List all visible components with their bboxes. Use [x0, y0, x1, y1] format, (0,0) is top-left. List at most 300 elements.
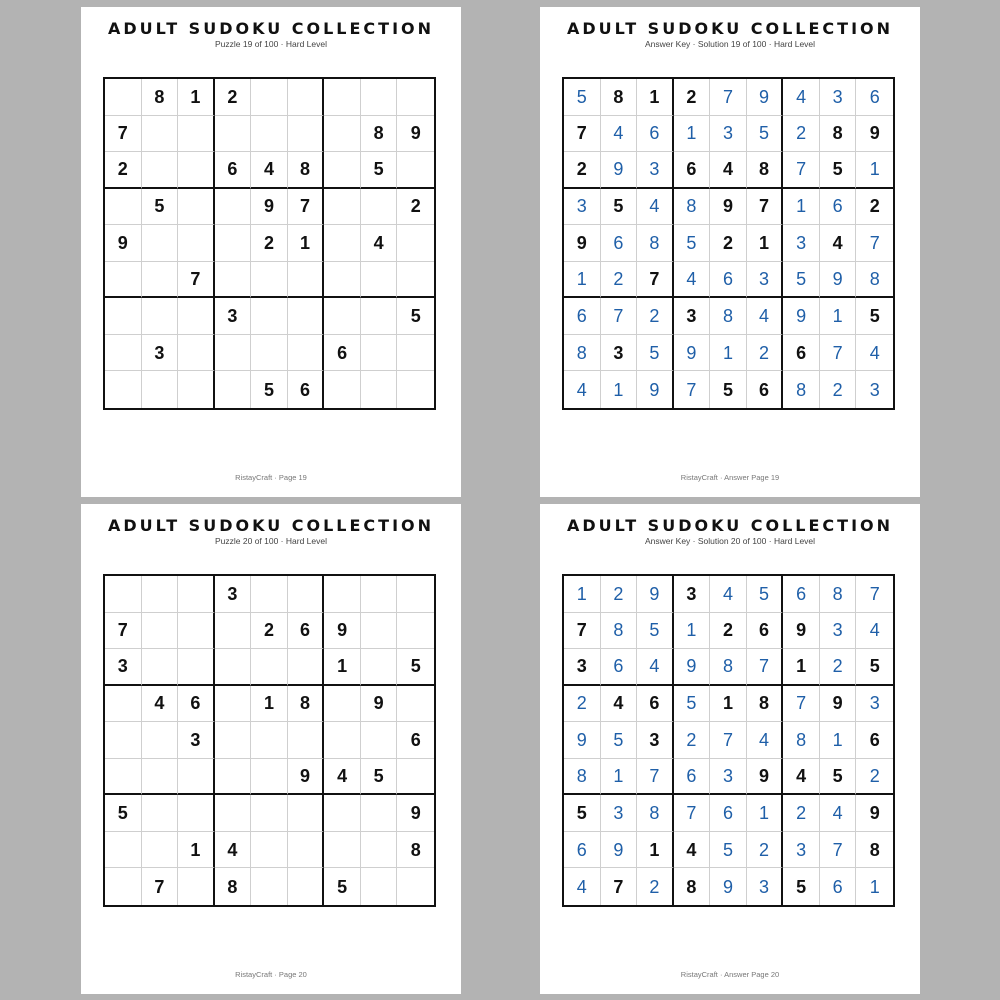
- sudoku-cell: 4: [142, 686, 179, 723]
- sudoku-cell: 9: [820, 262, 857, 299]
- sudoku-cell: 6: [783, 576, 820, 613]
- page-footer: RistayCraft · Page 20: [235, 970, 307, 979]
- sudoku-cell: 6: [564, 832, 601, 869]
- sudoku-cell: 3: [105, 649, 142, 686]
- sudoku-cell: [251, 759, 288, 796]
- sudoku-cell: [361, 613, 398, 650]
- sudoku-cell: [251, 298, 288, 335]
- sudoku-cell: 7: [856, 225, 893, 262]
- sudoku-cell: [215, 262, 252, 299]
- sudoku-cell: 5: [710, 371, 747, 408]
- sudoku-cell: 8: [710, 649, 747, 686]
- sudoku-cell: [215, 759, 252, 796]
- sudoku-cell: 4: [361, 225, 398, 262]
- sudoku-cell: [178, 298, 215, 335]
- sudoku-cell: [178, 335, 215, 372]
- sudoku-cell: [251, 722, 288, 759]
- sudoku-cell: [361, 189, 398, 226]
- sudoku-cell: [178, 371, 215, 408]
- sudoku-cell: [397, 152, 434, 189]
- sudoku-cell: 5: [783, 868, 820, 905]
- sudoku-cell: 3: [783, 225, 820, 262]
- sudoku-cell: [142, 722, 179, 759]
- sudoku-cell: [324, 795, 361, 832]
- sudoku-cell: 5: [564, 795, 601, 832]
- sudoku-cell: 1: [288, 225, 325, 262]
- sudoku-cell: 5: [637, 613, 674, 650]
- sudoku-cell: [288, 262, 325, 299]
- sudoku-cell: 3: [747, 868, 784, 905]
- sudoku-cell: 6: [288, 613, 325, 650]
- sudoku-cell: 3: [564, 189, 601, 226]
- sudoku-cell: [397, 759, 434, 796]
- sudoku-cell: 1: [601, 759, 638, 796]
- sudoku-cell: 6: [288, 371, 325, 408]
- sudoku-cell: [324, 722, 361, 759]
- sudoku-cell: 5: [397, 298, 434, 335]
- sudoku-cell: 8: [820, 116, 857, 153]
- sudoku-cell: 5: [601, 189, 638, 226]
- sudoku-cell: 6: [215, 152, 252, 189]
- sudoku-cell: 2: [783, 116, 820, 153]
- sudoku-cell: [251, 795, 288, 832]
- sudoku-cell: 4: [856, 335, 893, 372]
- sudoku-cell: [397, 262, 434, 299]
- sudoku-cell: 3: [637, 722, 674, 759]
- sudoku-cell: 4: [564, 371, 601, 408]
- sudoku-cell: 6: [324, 335, 361, 372]
- sudoku-cell: 8: [783, 371, 820, 408]
- sudoku-cell: [105, 262, 142, 299]
- sudoku-cell: 9: [856, 795, 893, 832]
- sudoku-cell: [288, 868, 325, 905]
- sudoku-cell: 6: [674, 152, 711, 189]
- sudoku-cell: 4: [215, 832, 252, 869]
- sudoku-cell: [215, 613, 252, 650]
- sudoku-cell: 1: [710, 686, 747, 723]
- sudoku-cell: [288, 576, 325, 613]
- sudoku-cell: 1: [564, 262, 601, 299]
- sudoku-cell: 6: [601, 225, 638, 262]
- sudoku-cell: [288, 795, 325, 832]
- sudoku-cell: 5: [710, 832, 747, 869]
- sudoku-cell: [142, 371, 179, 408]
- sudoku-cell: 4: [674, 262, 711, 299]
- sudoku-cell: 5: [674, 686, 711, 723]
- sudoku-cell: 3: [710, 116, 747, 153]
- sudoku-cell: [105, 298, 142, 335]
- sudoku-cell: [178, 613, 215, 650]
- sudoku-cell: 1: [747, 795, 784, 832]
- sudoku-cell: 1: [783, 649, 820, 686]
- sudoku-cell: [178, 649, 215, 686]
- sudoku-cell: [324, 576, 361, 613]
- sudoku-cell: 8: [637, 795, 674, 832]
- sudoku-cell: 8: [142, 79, 179, 116]
- sudoku-cell: 5: [637, 335, 674, 372]
- sudoku-cell: 9: [747, 759, 784, 796]
- sudoku-cell: [361, 832, 398, 869]
- sudoku-cell: 2: [820, 371, 857, 408]
- sudoku-cell: 3: [820, 613, 857, 650]
- sudoku-cell: [324, 371, 361, 408]
- sudoku-cell: 7: [178, 262, 215, 299]
- sudoku-cell: [178, 116, 215, 153]
- sudoku-cell: 7: [564, 116, 601, 153]
- sudoku-cell: 5: [820, 152, 857, 189]
- sudoku-cell: 5: [397, 649, 434, 686]
- sudoku-cell: 5: [674, 225, 711, 262]
- sudoku-cell: 6: [747, 613, 784, 650]
- sudoku-cell: 2: [674, 79, 711, 116]
- sudoku-cell: 2: [747, 832, 784, 869]
- sudoku-cell: 8: [601, 79, 638, 116]
- sudoku-cell: 6: [564, 298, 601, 335]
- sudoku-cell: [288, 298, 325, 335]
- sudoku-cell: [105, 868, 142, 905]
- sudoku-cell: [397, 868, 434, 905]
- sudoku-cell: 4: [783, 759, 820, 796]
- page-title: ADULT SUDOKU COLLECTION: [107, 19, 435, 38]
- sudoku-cell: [105, 335, 142, 372]
- sudoku-cell: [288, 116, 325, 153]
- sudoku-cell: 9: [674, 649, 711, 686]
- sudoku-cell: [251, 832, 288, 869]
- answer-page-19: [540, 7, 920, 497]
- sudoku-cell: 2: [251, 613, 288, 650]
- sudoku-cell: [215, 335, 252, 372]
- sudoku-cell: 5: [361, 759, 398, 796]
- sudoku-cell: 7: [674, 371, 711, 408]
- sudoku-cell: [105, 576, 142, 613]
- sudoku-cell: [361, 649, 398, 686]
- sudoku-cell: 1: [251, 686, 288, 723]
- sudoku-cell: 3: [856, 686, 893, 723]
- sudoku-cell: 5: [361, 152, 398, 189]
- sudoku-cell: 8: [674, 189, 711, 226]
- sudoku-cell: 4: [820, 795, 857, 832]
- answer-page-20: [540, 504, 920, 994]
- sudoku-cell: 4: [251, 152, 288, 189]
- sudoku-cell: [178, 759, 215, 796]
- sudoku-cell: [142, 649, 179, 686]
- sudoku-cell: 9: [674, 335, 711, 372]
- sudoku-cell: [178, 795, 215, 832]
- sudoku-cell: 5: [783, 262, 820, 299]
- sudoku-cell: 1: [324, 649, 361, 686]
- sudoku-cell: [251, 649, 288, 686]
- sudoku-cell: [397, 576, 434, 613]
- sudoku-cell: 9: [747, 79, 784, 116]
- sudoku-cell: 1: [674, 613, 711, 650]
- sudoku-cell: 7: [820, 832, 857, 869]
- sudoku-cell: 7: [105, 116, 142, 153]
- sudoku-cell: 4: [674, 832, 711, 869]
- page-footer: RistayCraft · Page 19: [235, 473, 307, 482]
- sudoku-cell: 2: [856, 759, 893, 796]
- sudoku-cell: 9: [397, 116, 434, 153]
- sudoku-cell: 4: [747, 298, 784, 335]
- sudoku-cell: [105, 686, 142, 723]
- sudoku-cell: 9: [856, 116, 893, 153]
- sudoku-cell: 6: [397, 722, 434, 759]
- sudoku-cell: 9: [251, 189, 288, 226]
- sudoku-cell: 6: [820, 868, 857, 905]
- sudoku-cell: 1: [674, 116, 711, 153]
- page-subtitle: Puzzle 20 of 100 · Hard Level: [215, 536, 327, 546]
- puzzle-page-19: [81, 7, 461, 497]
- sudoku-cell: [251, 262, 288, 299]
- sudoku-cell: 3: [215, 298, 252, 335]
- sudoku-cell: 8: [288, 152, 325, 189]
- sudoku-cell: [288, 722, 325, 759]
- sudoku-cell: 2: [601, 576, 638, 613]
- sudoku-cell: [178, 576, 215, 613]
- sudoku-cell: 9: [105, 225, 142, 262]
- sudoku-cell: [251, 79, 288, 116]
- page-subtitle: Answer Key · Solution 19 of 100 · Hard Level: [644, 39, 816, 49]
- sudoku-cell: 1: [820, 722, 857, 759]
- sudoku-cell: [215, 225, 252, 262]
- sudoku-cell: [142, 576, 179, 613]
- sudoku-cell: 3: [142, 335, 179, 372]
- sudoku-cell: 3: [710, 759, 747, 796]
- sudoku-cell: 4: [820, 225, 857, 262]
- sudoku-cell: [142, 298, 179, 335]
- sudoku-grid: [103, 574, 436, 907]
- sudoku-cell: 1: [637, 79, 674, 116]
- sudoku-cell: 5: [856, 649, 893, 686]
- sudoku-cell: 5: [820, 759, 857, 796]
- sudoku-cell: 3: [747, 262, 784, 299]
- sudoku-cell: [288, 335, 325, 372]
- sudoku-cell: [397, 79, 434, 116]
- sudoku-cell: 5: [601, 722, 638, 759]
- sudoku-cell: 5: [105, 795, 142, 832]
- sudoku-cell: 2: [215, 79, 252, 116]
- sudoku-cell: 1: [820, 298, 857, 335]
- sudoku-cell: 8: [361, 116, 398, 153]
- sudoku-cell: 8: [747, 152, 784, 189]
- sudoku-cell: [361, 795, 398, 832]
- sudoku-cell: [361, 722, 398, 759]
- sudoku-cell: 9: [637, 371, 674, 408]
- sudoku-cell: 4: [601, 116, 638, 153]
- sudoku-cell: [397, 371, 434, 408]
- sudoku-cell: 9: [710, 189, 747, 226]
- sudoku-cell: 1: [601, 371, 638, 408]
- sudoku-cell: 3: [674, 298, 711, 335]
- sudoku-cell: [215, 649, 252, 686]
- sudoku-cell: 2: [105, 152, 142, 189]
- sudoku-cell: 7: [710, 79, 747, 116]
- sudoku-cell: 7: [820, 335, 857, 372]
- sudoku-cell: [215, 371, 252, 408]
- sudoku-cell: [397, 335, 434, 372]
- sudoku-cell: 1: [564, 576, 601, 613]
- sudoku-cell: [142, 613, 179, 650]
- sudoku-cell: 3: [178, 722, 215, 759]
- sudoku-cell: 7: [637, 262, 674, 299]
- sudoku-cell: 5: [747, 576, 784, 613]
- sudoku-cell: 8: [783, 722, 820, 759]
- sudoku-cell: 7: [856, 576, 893, 613]
- sudoku-cell: 8: [601, 613, 638, 650]
- sudoku-cell: 4: [324, 759, 361, 796]
- sudoku-cell: 6: [710, 795, 747, 832]
- sudoku-cell: 8: [747, 686, 784, 723]
- sudoku-cell: [142, 152, 179, 189]
- sudoku-cell: [251, 868, 288, 905]
- sudoku-cell: [105, 759, 142, 796]
- sudoku-cell: 7: [710, 722, 747, 759]
- sudoku-cell: 5: [251, 371, 288, 408]
- sudoku-cell: [215, 795, 252, 832]
- sudoku-cell: 2: [783, 795, 820, 832]
- sudoku-grid: [562, 574, 895, 907]
- sudoku-cell: 9: [564, 225, 601, 262]
- sudoku-cell: [215, 722, 252, 759]
- sudoku-cell: [105, 79, 142, 116]
- sudoku-cell: 3: [601, 795, 638, 832]
- sudoku-cell: [215, 686, 252, 723]
- sudoku-cell: 6: [178, 686, 215, 723]
- sudoku-cell: [324, 189, 361, 226]
- sudoku-cell: 7: [747, 649, 784, 686]
- sudoku-cell: [178, 189, 215, 226]
- sudoku-cell: 1: [178, 832, 215, 869]
- sudoku-cell: [324, 225, 361, 262]
- sudoku-cell: 9: [710, 868, 747, 905]
- sudoku-cell: 4: [564, 868, 601, 905]
- sudoku-cell: 6: [637, 686, 674, 723]
- sudoku-cell: 3: [215, 576, 252, 613]
- sudoku-cell: 5: [747, 116, 784, 153]
- sudoku-cell: 2: [251, 225, 288, 262]
- sudoku-cell: [397, 613, 434, 650]
- sudoku-cell: 3: [869, 379, 880, 400]
- sudoku-cell: [361, 335, 398, 372]
- sudoku-cell: 7: [747, 189, 784, 226]
- sudoku-cell: 9: [820, 686, 857, 723]
- sudoku-cell: 2: [637, 298, 674, 335]
- sudoku-cell: [361, 298, 398, 335]
- sudoku-cell: 7: [783, 152, 820, 189]
- sudoku-cell: 6: [637, 116, 674, 153]
- sudoku-cell: 6: [783, 335, 820, 372]
- sudoku-grid: [103, 77, 436, 410]
- page-footer: RistayCraft · Answer Page 19: [680, 473, 780, 482]
- sudoku-cell: 1: [710, 335, 747, 372]
- sudoku-cell: [361, 868, 398, 905]
- sudoku-cell: 2: [820, 649, 857, 686]
- sudoku-cell: 6: [601, 649, 638, 686]
- sudoku-cell: 2: [856, 189, 893, 226]
- sudoku-cell: [324, 262, 361, 299]
- sudoku-cell: 7: [288, 189, 325, 226]
- sudoku-cell: 7: [637, 759, 674, 796]
- sudoku-cell: [142, 225, 179, 262]
- sudoku-cell: 8: [674, 868, 711, 905]
- sudoku-cell: 7: [601, 868, 638, 905]
- sudoku-cell: [251, 576, 288, 613]
- sudoku-cell: [324, 832, 361, 869]
- sudoku-cell: [288, 79, 325, 116]
- sudoku-cell: 8: [856, 262, 893, 299]
- sudoku-cell: 6: [710, 262, 747, 299]
- sudoku-cell: 2: [564, 686, 601, 723]
- sudoku-cell: 2: [564, 152, 601, 189]
- page-title: ADULT SUDOKU COLLECTION: [566, 19, 894, 38]
- sudoku-cell: [361, 79, 398, 116]
- sudoku-cell: 4: [637, 649, 674, 686]
- sudoku-cell: 5: [856, 298, 893, 335]
- sudoku-cell: 2: [747, 335, 784, 372]
- sudoku-cell: [105, 722, 142, 759]
- sudoku-cell: 8: [564, 759, 601, 796]
- sudoku-cell: [178, 152, 215, 189]
- sudoku-cell: [105, 371, 142, 408]
- page-title: ADULT SUDOKU COLLECTION: [566, 516, 894, 535]
- sudoku-cell: 7: [783, 686, 820, 723]
- sudoku-cell: [251, 116, 288, 153]
- sudoku-cell: [105, 832, 142, 869]
- sudoku-cell: 3: [637, 152, 674, 189]
- sudoku-cell: [288, 649, 325, 686]
- sudoku-cell: 3: [564, 649, 601, 686]
- sudoku-cell: 4: [710, 576, 747, 613]
- sudoku-cell: [324, 298, 361, 335]
- sudoku-cell: 3: [820, 79, 857, 116]
- sudoku-cell: 1: [747, 225, 784, 262]
- sudoku-cell: 2: [710, 613, 747, 650]
- sudoku-cell: 2: [601, 262, 638, 299]
- sudoku-cell: 3: [601, 335, 638, 372]
- sudoku-cell: 2: [397, 189, 434, 226]
- sudoku-cell: 9: [361, 686, 398, 723]
- sudoku-cell: 8: [564, 335, 601, 372]
- sudoku-cell: 6: [674, 759, 711, 796]
- sudoku-cell: 9: [564, 722, 601, 759]
- sudoku-cell: [215, 189, 252, 226]
- sudoku-cell: [324, 686, 361, 723]
- page-subtitle: Puzzle 19 of 100 · Hard Level: [215, 39, 327, 49]
- sudoku-cell: [288, 832, 325, 869]
- sudoku-cell: 1: [856, 152, 893, 189]
- sudoku-cell: 6: [747, 371, 784, 408]
- page-footer: RistayCraft · Answer Page 20: [680, 970, 780, 979]
- sudoku-cell: 4: [747, 722, 784, 759]
- sudoku-cell: [215, 116, 252, 153]
- sudoku-cell: [178, 868, 215, 905]
- sudoku-cell: 1: [178, 79, 215, 116]
- sudoku-cell: [142, 262, 179, 299]
- sudoku-cell: 1: [783, 189, 820, 226]
- sudoku-cell: 5: [564, 79, 601, 116]
- sudoku-cell: 7: [105, 613, 142, 650]
- sudoku-cell: 8: [710, 298, 747, 335]
- sudoku-cell: 8: [820, 576, 857, 613]
- sudoku-cell: 9: [783, 298, 820, 335]
- sudoku-cell: 8: [856, 832, 893, 869]
- sudoku-cell: 6: [856, 79, 893, 116]
- sudoku-cell: [251, 335, 288, 372]
- sudoku-cell: [324, 152, 361, 189]
- sudoku-cell: [324, 79, 361, 116]
- sudoku-cell: 7: [564, 613, 601, 650]
- sudoku-grid: [562, 77, 895, 410]
- sudoku-cell: [397, 686, 434, 723]
